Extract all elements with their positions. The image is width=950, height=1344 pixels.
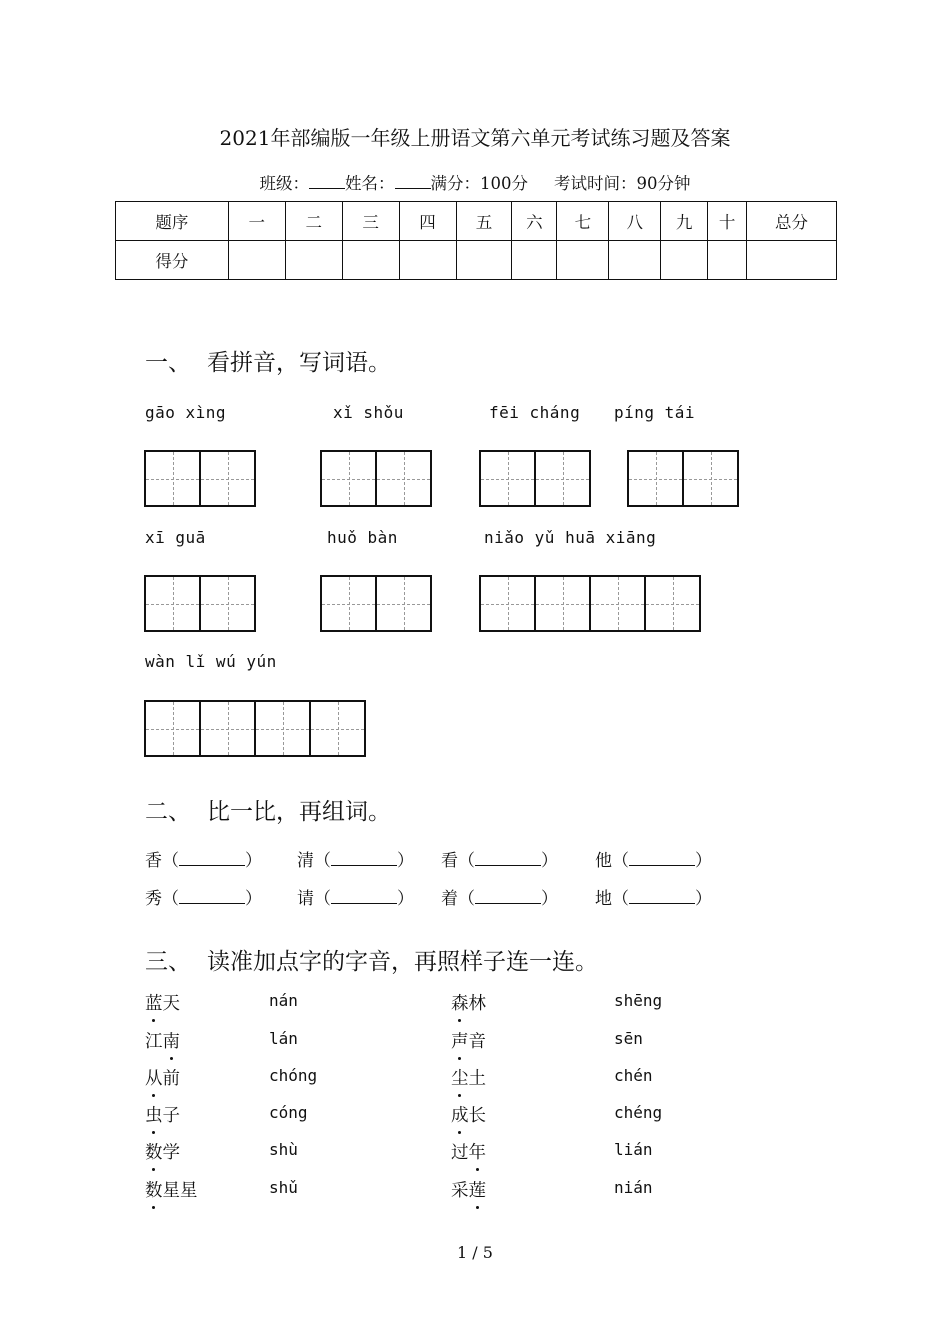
- pinyin-option[interactable]: lán: [269, 1029, 298, 1048]
- word-item[interactable]: [451, 1139, 486, 1164]
- class-blank: [309, 174, 345, 189]
- compare-char: 他: [595, 851, 612, 871]
- word-rest: 学: [162, 1143, 180, 1163]
- pinyin-option[interactable]: chéng: [614, 1103, 663, 1122]
- compare-item: [145, 884, 262, 909]
- paren-close: ）: [245, 889, 262, 909]
- table-cell: 三: [342, 202, 399, 241]
- word-item[interactable]: [451, 1028, 486, 1053]
- table-cell: 得分: [116, 241, 229, 280]
- word-item[interactable]: [451, 1177, 486, 1202]
- pinyin-label: fēi cháng: [489, 403, 581, 422]
- dotted-char: 数: [145, 1139, 163, 1164]
- paren-open: （: [612, 889, 629, 909]
- paren-open: （: [612, 851, 629, 871]
- pinyin-option[interactable]: shù: [269, 1140, 298, 1159]
- pinyin-option[interactable]: nán: [269, 991, 298, 1010]
- compare-char: 地: [595, 889, 612, 909]
- word-rest: 前: [162, 1069, 180, 1089]
- exam-info: [0, 170, 950, 194]
- compare-char: 清: [297, 851, 314, 871]
- answer-blank[interactable]: [331, 851, 397, 866]
- pinyin-label: xī guā: [145, 528, 206, 547]
- paren-close: ）: [397, 889, 414, 909]
- table-cell: 一: [228, 202, 285, 241]
- word-item[interactable]: [145, 990, 180, 1015]
- score-cell[interactable]: [557, 241, 609, 280]
- score-cell[interactable]: [456, 241, 512, 280]
- compare-item: [145, 846, 262, 871]
- pinyin-option[interactable]: sēn: [614, 1029, 643, 1048]
- pinyin-option[interactable]: nián: [614, 1178, 653, 1197]
- pinyin-label: huǒ bàn: [327, 528, 398, 547]
- dotted-char: 数: [145, 1177, 163, 1202]
- section-1-heading: [145, 344, 391, 377]
- paren-close: ）: [541, 889, 558, 909]
- section-title: 读准加点字的字音，再照样子连一连。: [207, 949, 598, 975]
- paren-open: （: [314, 851, 331, 871]
- table-cell: 八: [609, 202, 661, 241]
- word-rest: 土: [468, 1069, 486, 1089]
- dotted-char: 从: [145, 1065, 163, 1090]
- paren-open: （: [458, 889, 475, 909]
- score-cell[interactable]: [512, 241, 557, 280]
- dotted-char: 蓝: [145, 990, 163, 1015]
- pinyin-option[interactable]: shēng: [614, 991, 663, 1010]
- score-cell[interactable]: [399, 241, 456, 280]
- word-rest: 天: [162, 994, 180, 1014]
- name-label: 姓名：: [345, 174, 395, 193]
- paren-close: ）: [695, 889, 712, 909]
- word-item[interactable]: [451, 1102, 486, 1127]
- dotted-char: 成: [451, 1102, 469, 1127]
- full-score: 满分：100分: [430, 174, 528, 193]
- word-item[interactable]: [451, 990, 486, 1015]
- compare-item: [441, 846, 558, 871]
- page-number: 1 / 5: [457, 1243, 493, 1262]
- score-cell[interactable]: [747, 241, 837, 280]
- table-cell: 六: [512, 202, 557, 241]
- dotted-char: 森: [451, 990, 469, 1015]
- answer-blank[interactable]: [629, 889, 695, 904]
- writing-grid[interactable]: [320, 450, 432, 507]
- pinyin-label: xǐ shǒu: [333, 403, 404, 422]
- compare-item: [595, 846, 712, 871]
- pinyin-label: niǎo yǔ huā xiāng: [484, 528, 657, 547]
- score-cell[interactable]: [661, 241, 708, 280]
- table-cell: 题序: [116, 202, 229, 241]
- class-label: 班级：: [259, 174, 309, 193]
- pinyin-option[interactable]: chóng: [269, 1066, 318, 1085]
- section-number: 二、: [145, 799, 191, 825]
- dotted-char: 南: [163, 1028, 181, 1053]
- table-cell: 五: [456, 202, 512, 241]
- paren-open: （: [458, 851, 475, 871]
- word-item[interactable]: [145, 1028, 180, 1053]
- pinyin-option[interactable]: lián: [614, 1140, 653, 1159]
- answer-blank[interactable]: [475, 889, 541, 904]
- section-number: 三、: [145, 949, 191, 975]
- word-item[interactable]: [451, 1065, 486, 1090]
- table-cell: 十: [708, 202, 747, 241]
- writing-grid[interactable]: [144, 450, 256, 507]
- exam-time: 考试时间：90分钟: [554, 174, 691, 193]
- word-rest: 长: [468, 1106, 486, 1126]
- section-number: 一、: [145, 350, 191, 376]
- pinyin-label: wàn lǐ wú yún: [145, 652, 277, 671]
- word-pre: 江: [145, 1032, 163, 1052]
- score-cell[interactable]: [609, 241, 661, 280]
- answer-blank[interactable]: [179, 851, 245, 866]
- word-item[interactable]: [145, 1065, 180, 1090]
- dotted-char: 莲: [469, 1177, 487, 1202]
- answer-blank[interactable]: [331, 889, 397, 904]
- word-rest: 音: [468, 1032, 486, 1052]
- table-cell: 七: [557, 202, 609, 241]
- pinyin-option[interactable]: cóng: [269, 1103, 308, 1122]
- compare-char: 秀: [145, 889, 162, 909]
- section-3-heading: [145, 943, 598, 976]
- page-title: 2021年部编版一年级上册语文第六单元考试练习题及答案: [219, 126, 731, 150]
- writing-grid[interactable]: [144, 700, 366, 757]
- score-cell[interactable]: [708, 241, 747, 280]
- word-pre: 过: [451, 1143, 469, 1163]
- paren-open: （: [314, 889, 331, 909]
- score-table-score-row: [116, 241, 837, 280]
- score-cell[interactable]: [228, 241, 285, 280]
- compare-item: [297, 846, 414, 871]
- pinyin-option[interactable]: chén: [614, 1066, 653, 1085]
- answer-blank[interactable]: [475, 851, 541, 866]
- word-item[interactable]: [145, 1139, 180, 1164]
- writing-grid[interactable]: [320, 575, 432, 632]
- answer-blank[interactable]: [179, 889, 245, 904]
- writing-grid[interactable]: [627, 450, 739, 507]
- writing-grid[interactable]: [479, 450, 591, 507]
- score-cell[interactable]: [285, 241, 342, 280]
- dotted-char: 声: [451, 1028, 469, 1053]
- paren-close: ）: [541, 851, 558, 871]
- pinyin-label: gāo xìng: [145, 403, 227, 422]
- word-pre: 采: [451, 1181, 469, 1201]
- compare-char: 着: [441, 889, 458, 909]
- dotted-char: 虫: [145, 1102, 163, 1127]
- section-title: 比一比，再组词。: [207, 799, 391, 825]
- compare-char: 请: [297, 889, 314, 909]
- paren-open: （: [162, 889, 179, 909]
- score-table: [115, 201, 837, 280]
- pinyin-option[interactable]: shǔ: [269, 1178, 298, 1197]
- paren-close: ）: [695, 851, 712, 871]
- section-title: 看拼音，写词语。: [207, 350, 391, 376]
- answer-blank[interactable]: [629, 851, 695, 866]
- compare-item: [595, 884, 712, 909]
- compare-char: 香: [145, 851, 162, 871]
- compare-item: [297, 884, 414, 909]
- paren-close: ）: [397, 851, 414, 871]
- compare-item: [441, 884, 558, 909]
- word-rest: 子: [162, 1106, 180, 1126]
- word-rest: 林: [468, 994, 486, 1014]
- score-table-header-row: [116, 202, 837, 241]
- dotted-char: 年: [469, 1139, 487, 1164]
- table-cell: 二: [285, 202, 342, 241]
- compare-char: 看: [441, 851, 458, 871]
- score-cell[interactable]: [342, 241, 399, 280]
- dotted-char: 尘: [451, 1065, 469, 1090]
- table-cell: 四: [399, 202, 456, 241]
- word-item[interactable]: [145, 1177, 198, 1202]
- word-rest: 星星: [162, 1181, 198, 1201]
- paren-close: ）: [245, 851, 262, 871]
- writing-grid[interactable]: [479, 575, 701, 632]
- paren-open: （: [162, 851, 179, 871]
- section-2-heading: [145, 793, 391, 826]
- pinyin-label: píng tái: [614, 403, 696, 422]
- writing-grid[interactable]: [144, 575, 256, 632]
- table-cell: 总分: [747, 202, 837, 241]
- word-item[interactable]: [145, 1102, 180, 1127]
- name-blank: [395, 174, 431, 189]
- table-cell: 九: [661, 202, 708, 241]
